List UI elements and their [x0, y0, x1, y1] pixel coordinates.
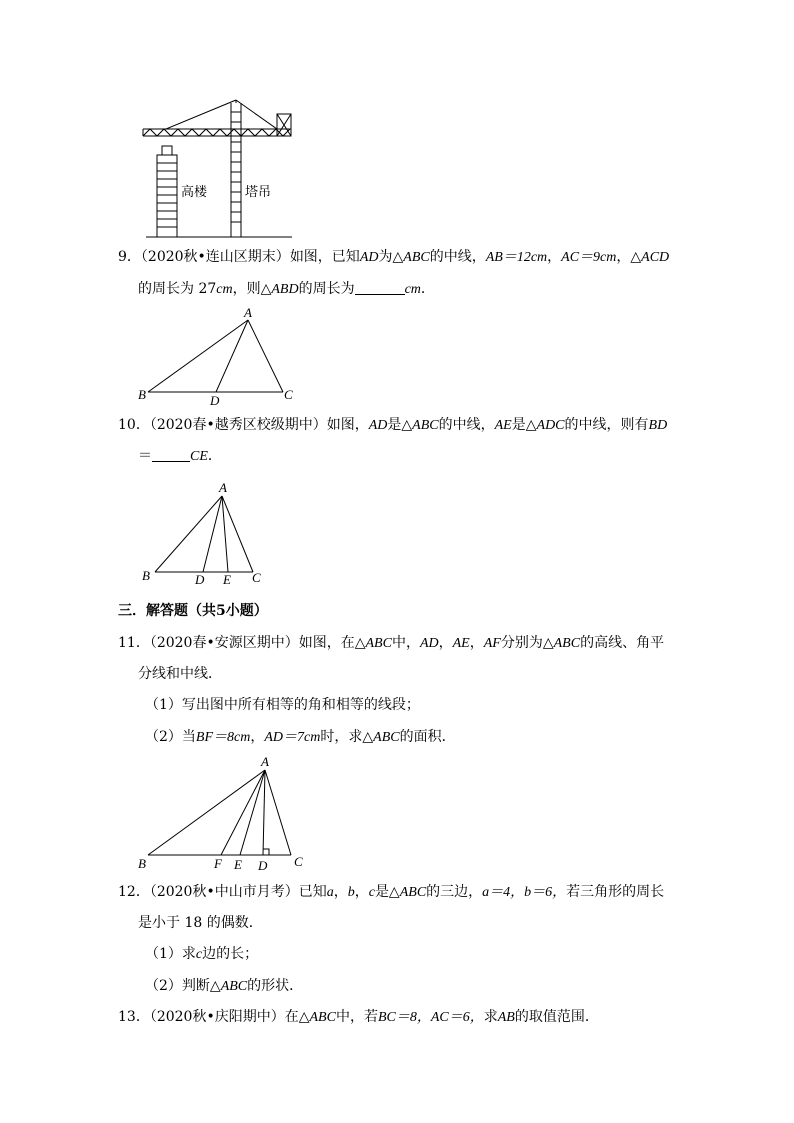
- q10-label-c: C: [252, 570, 261, 585]
- q10-line1: 10．（2020春•越秀区校级期中）如图，AD是△ABC的中线，AE是△ADC的中线，则有BD: [118, 417, 668, 433]
- q9-label-a: A: [244, 305, 252, 320]
- q10-label-b: B: [142, 568, 150, 583]
- q12-sub1: （1）求c边的长；: [145, 946, 259, 962]
- q11-label-b: B: [138, 856, 146, 871]
- building-label: 高楼: [181, 185, 208, 200]
- q12-line2: 是小于 18 的偶数．: [138, 915, 263, 931]
- q9-line2: 的周长为 27cm，则△ABD的周长为 cm．: [138, 281, 435, 297]
- q12-number: 12．: [118, 884, 150, 900]
- q10-answer-blank[interactable]: [152, 447, 190, 462]
- q11-label-d: D: [258, 858, 268, 873]
- q13-number: 13．: [118, 1009, 150, 1025]
- q12-line1: 12．（2020秋•中山市月考）已知a，b，c是△ABC的三边，a＝4，b＝6，若三角形的周长: [118, 884, 665, 900]
- q9-line1: 9．（2020秋•连山区期末）如图，已知AD为△ABC的中线，AB＝12cm，AC＝9cm，△ACD: [118, 249, 670, 265]
- q10-label-e: E: [223, 572, 231, 587]
- q11-number: 11．: [118, 635, 150, 651]
- q11-label-e: E: [234, 857, 242, 872]
- q12-sub2: （2）判断△ABC的形状．: [145, 978, 304, 994]
- q9-number: 9．: [118, 249, 141, 265]
- crane-label: 塔吊: [245, 185, 272, 200]
- q9-label-c: C: [284, 387, 293, 402]
- q10-label-d: D: [195, 572, 205, 587]
- q9-label-d: D: [210, 393, 220, 408]
- q10-line2: ＝ CE．: [138, 448, 222, 464]
- q11-line1: 11．（2020春•安源区期中）如图，在△ABC中，AD，AE，AF分别为△ABC的高线、角平: [118, 635, 665, 651]
- q10-label-a: A: [219, 480, 227, 495]
- q9-source: （2020秋•连山区期末）: [140, 249, 290, 265]
- q11-line2: 分线和中线．: [138, 666, 222, 682]
- q11-source: （2020春•安源区期中）: [149, 635, 299, 651]
- q9-label-b: B: [138, 387, 146, 402]
- q11-sub1: （1）写出图中所有相等的角和相等的线段；: [145, 697, 420, 713]
- q12-source: （2020秋•中山市月考）: [149, 884, 299, 900]
- q13-source: （2020秋•庆阳期中）: [149, 1009, 285, 1025]
- q10-source: （2020春•越秀区校级期中）: [149, 417, 327, 433]
- q13-line1: 13．（2020秋•庆阳期中）在△ABC中，若BC＝8，AC＝6，求AB的取值范围．: [118, 1009, 599, 1025]
- q11-label-c: C: [294, 854, 303, 869]
- q11-sub2: （2）当BF＝8cm，AD＝7cm时，求△ABC的面积．: [145, 729, 456, 745]
- q11-label-f: F: [214, 856, 222, 871]
- section3-title: 三．解答题（共5小题）: [118, 603, 268, 619]
- q9-answer-blank[interactable]: [355, 280, 405, 295]
- q11-label-a: A: [261, 754, 269, 769]
- q10-number: 10．: [118, 417, 150, 433]
